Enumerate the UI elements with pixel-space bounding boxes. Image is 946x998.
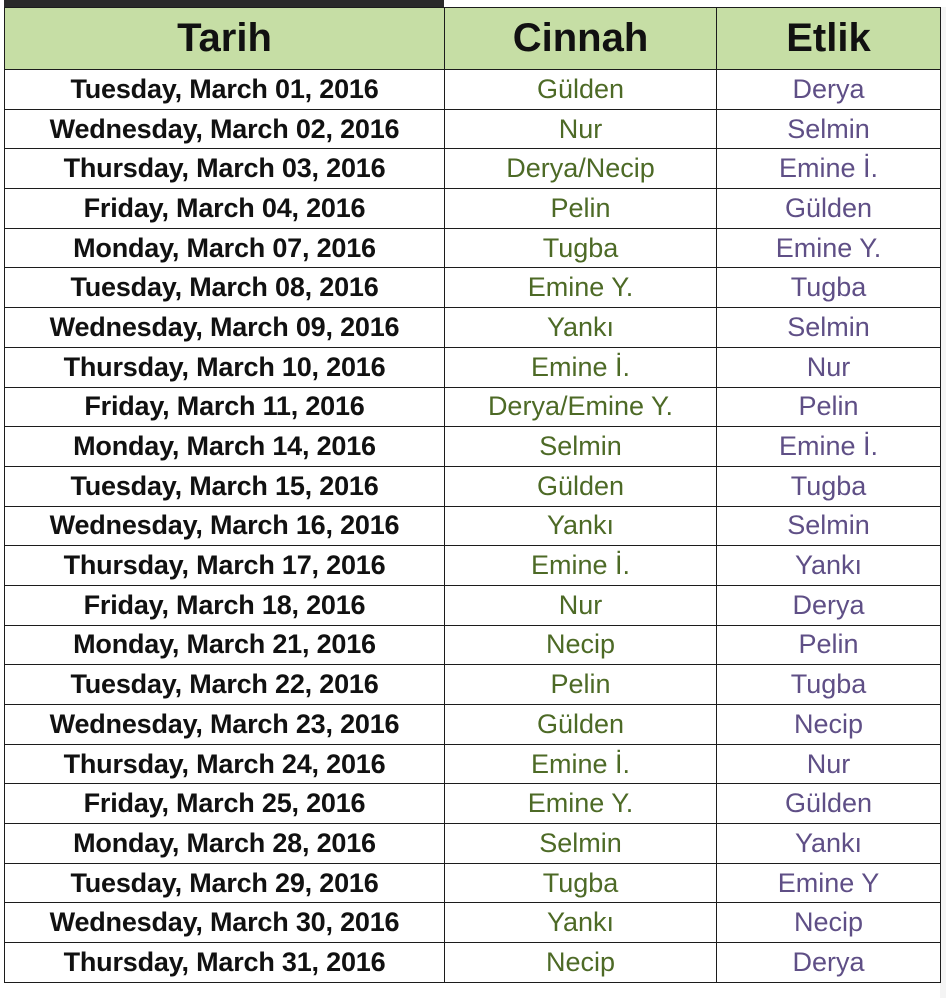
cinnah-cell[interactable]: Emine İ.: [445, 546, 717, 586]
etlik-cell[interactable]: Nur: [717, 347, 941, 387]
cinnah-cell[interactable]: Gülden: [445, 705, 717, 745]
date-cell[interactable]: Tuesday, March 29, 2016: [5, 863, 445, 903]
header-cinnah[interactable]: Cinnah: [445, 8, 717, 70]
cinnah-cell[interactable]: Emine İ.: [445, 347, 717, 387]
header-tarih[interactable]: Tarih: [5, 8, 445, 70]
date-cell[interactable]: Thursday, March 10, 2016: [5, 347, 445, 387]
date-cell[interactable]: Friday, March 11, 2016: [5, 387, 445, 427]
table-row: [5, 585, 941, 625]
etlik-cell[interactable]: Gülden: [717, 784, 941, 824]
table-row: [5, 427, 941, 467]
cinnah-cell[interactable]: Tugba: [445, 863, 717, 903]
table-row: [5, 903, 941, 943]
etlik-cell[interactable]: Tugba: [717, 268, 941, 308]
table-row: [5, 546, 941, 586]
cinnah-cell[interactable]: Nur: [445, 585, 717, 625]
table-row: [5, 308, 941, 348]
date-cell[interactable]: Wednesday, March 02, 2016: [5, 109, 445, 149]
etlik-cell[interactable]: Yankı: [717, 824, 941, 864]
cinnah-cell[interactable]: Necip: [445, 625, 717, 665]
table-row: [5, 506, 941, 546]
table-row: [5, 863, 941, 903]
cinnah-cell[interactable]: Emine Y.: [445, 268, 717, 308]
etlik-cell[interactable]: Gülden: [717, 189, 941, 229]
cinnah-cell[interactable]: Gülden: [445, 466, 717, 506]
etlik-cell[interactable]: Emine Y: [717, 863, 941, 903]
schedule-table: [4, 7, 941, 983]
table-row: [5, 228, 941, 268]
etlik-cell[interactable]: Derya: [717, 585, 941, 625]
etlik-cell[interactable]: Emine İ.: [717, 427, 941, 467]
table-row: [5, 109, 941, 149]
etlik-cell[interactable]: Pelin: [717, 625, 941, 665]
etlik-cell[interactable]: Tugba: [717, 665, 941, 705]
header-etlik[interactable]: Etlik: [717, 8, 941, 70]
date-cell[interactable]: Wednesday, March 16, 2016: [5, 506, 445, 546]
table-row: [5, 824, 941, 864]
etlik-cell[interactable]: Selmin: [717, 109, 941, 149]
table-row: [5, 744, 941, 784]
etlik-cell[interactable]: Emine Y.: [717, 228, 941, 268]
cinnah-cell[interactable]: Yankı: [445, 308, 717, 348]
date-cell[interactable]: Tuesday, March 01, 2016: [5, 70, 445, 110]
etlik-cell[interactable]: Emine İ.: [717, 149, 941, 189]
table-row: [5, 149, 941, 189]
cinnah-cell[interactable]: Selmin: [445, 824, 717, 864]
date-cell[interactable]: Monday, March 14, 2016: [5, 427, 445, 467]
table-row: [5, 784, 941, 824]
cinnah-cell[interactable]: Selmin: [445, 427, 717, 467]
etlik-cell[interactable]: Tugba: [717, 466, 941, 506]
cinnah-cell[interactable]: Yankı: [445, 506, 717, 546]
header-row: [5, 8, 941, 70]
date-cell[interactable]: Monday, March 21, 2016: [5, 625, 445, 665]
cinnah-cell[interactable]: Derya/Necip: [445, 149, 717, 189]
date-cell[interactable]: Wednesday, March 09, 2016: [5, 308, 445, 348]
etlik-cell[interactable]: Derya: [717, 70, 941, 110]
etlik-cell[interactable]: Derya: [717, 943, 941, 983]
cinnah-cell[interactable]: Gülden: [445, 70, 717, 110]
date-cell[interactable]: Thursday, March 24, 2016: [5, 744, 445, 784]
table-row: [5, 70, 941, 110]
date-cell[interactable]: Tuesday, March 08, 2016: [5, 268, 445, 308]
etlik-cell[interactable]: Yankı: [717, 546, 941, 586]
table-row: [5, 665, 941, 705]
cinnah-cell[interactable]: Pelin: [445, 665, 717, 705]
date-cell[interactable]: Friday, March 18, 2016: [5, 585, 445, 625]
date-cell[interactable]: Monday, March 28, 2016: [5, 824, 445, 864]
table-row: [5, 387, 941, 427]
table-row: [5, 625, 941, 665]
etlik-cell[interactable]: Selmin: [717, 308, 941, 348]
table-row: [5, 189, 941, 229]
etlik-cell[interactable]: Selmin: [717, 506, 941, 546]
date-cell[interactable]: Thursday, March 31, 2016: [5, 943, 445, 983]
table-row: [5, 466, 941, 506]
date-cell[interactable]: Thursday, March 03, 2016: [5, 149, 445, 189]
cinnah-cell[interactable]: Yankı: [445, 903, 717, 943]
etlik-cell[interactable]: Nur: [717, 744, 941, 784]
date-cell[interactable]: Friday, March 25, 2016: [5, 784, 445, 824]
cinnah-cell[interactable]: Pelin: [445, 189, 717, 229]
cinnah-cell[interactable]: Necip: [445, 943, 717, 983]
table-row: [5, 268, 941, 308]
table-row: [5, 943, 941, 983]
etlik-cell[interactable]: Pelin: [717, 387, 941, 427]
table-row: [5, 347, 941, 387]
cinnah-cell[interactable]: Tugba: [445, 228, 717, 268]
etlik-cell[interactable]: Necip: [717, 903, 941, 943]
cinnah-cell[interactable]: Emine Y.: [445, 784, 717, 824]
date-cell[interactable]: Wednesday, March 23, 2016: [5, 705, 445, 745]
cinnah-cell[interactable]: Derya/Emine Y.: [445, 387, 717, 427]
date-cell[interactable]: Tuesday, March 22, 2016: [5, 665, 445, 705]
cinnah-cell[interactable]: Nur: [445, 109, 717, 149]
table-row: [5, 705, 941, 745]
date-cell[interactable]: Thursday, March 17, 2016: [5, 546, 445, 586]
date-cell[interactable]: Wednesday, March 30, 2016: [5, 903, 445, 943]
cinnah-cell[interactable]: Emine İ.: [445, 744, 717, 784]
date-cell[interactable]: Monday, March 07, 2016: [5, 228, 445, 268]
date-cell[interactable]: Tuesday, March 15, 2016: [5, 466, 445, 506]
table-body: [5, 70, 941, 983]
etlik-cell[interactable]: Necip: [717, 705, 941, 745]
date-cell[interactable]: Friday, March 04, 2016: [5, 189, 445, 229]
